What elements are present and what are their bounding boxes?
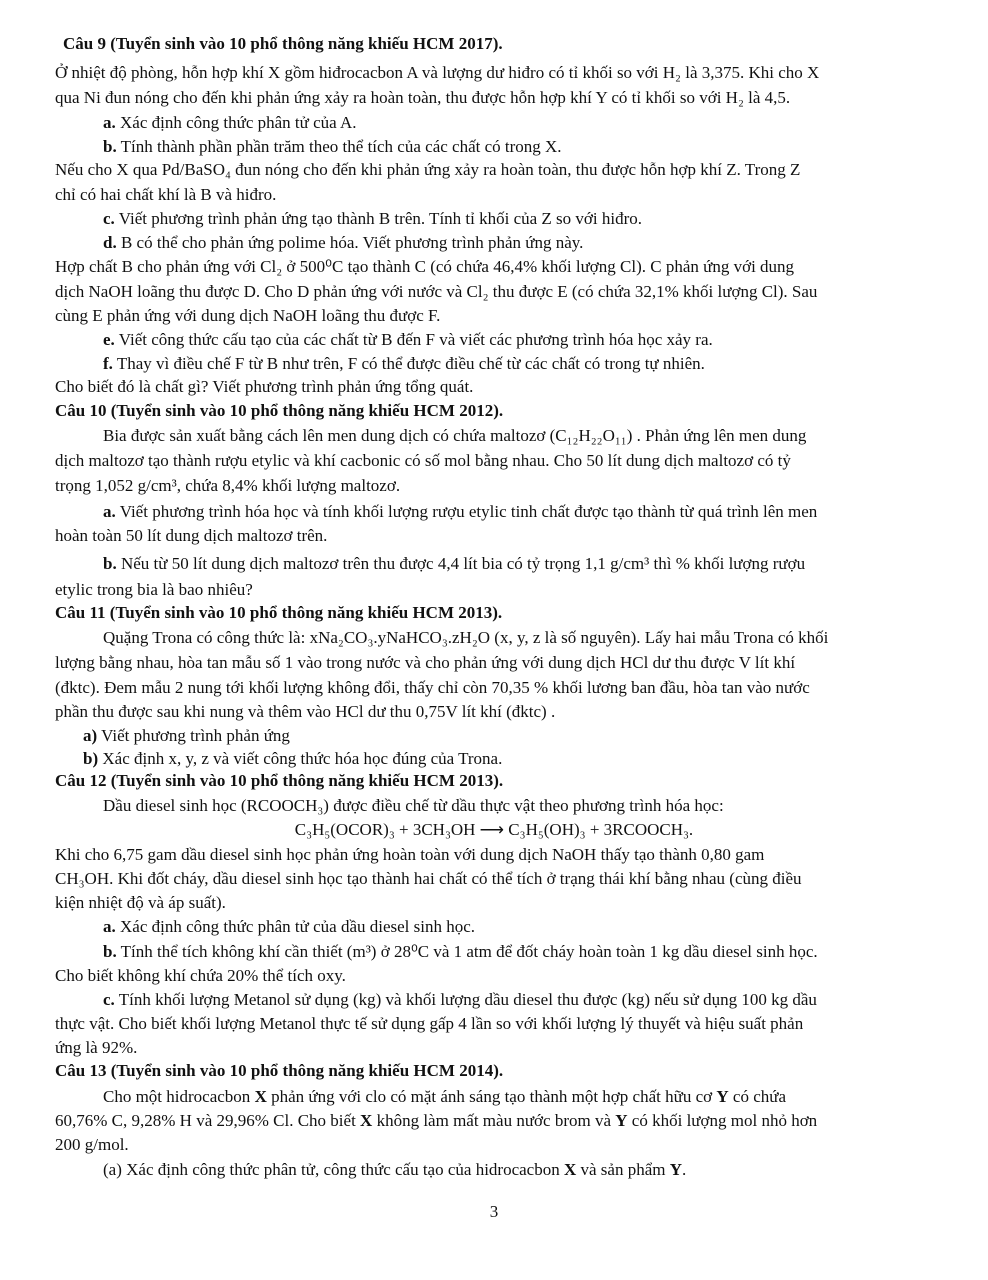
question-12-title: Câu 12 (Tuyển sinh vào 10 phổ thông năng khiếu HCM 2013). xyxy=(55,771,504,790)
item-label: c. xyxy=(103,990,115,1009)
paragraph-line: 200 g/mol. xyxy=(55,1135,129,1154)
item-label: b. xyxy=(103,137,117,156)
variable-x: X xyxy=(360,1111,373,1130)
paragraph-line: phần thu được sau khi nung và thêm vào HCl dư thu 0,75V lít khí (đktc) . xyxy=(55,702,556,721)
text-run: . xyxy=(682,1160,687,1179)
variable-y: Y xyxy=(716,1087,729,1106)
text-run: không làm mất màu nước brom và xyxy=(372,1111,616,1130)
item-label: e. xyxy=(103,330,115,349)
paragraph-line: dịch NaOH loãng thu được D. Cho D phản ứng với nước và Cl₂ thu được E (có chứa 32,1% khối lượng Cl). Sau xyxy=(55,282,818,301)
paragraph-line xyxy=(55,1109,940,1133)
subquestion-c xyxy=(103,207,988,231)
question-13-title: Câu 13 (Tuyển sinh vào 10 phổ thông năng khiếu HCM 2014). xyxy=(55,1061,504,1080)
item-label: c. xyxy=(103,209,115,228)
paragraph-line: Dầu diesel sinh học (RCOOCH₃) được điều chế từ dầu thực vật theo phương trình hóa học: xyxy=(103,796,724,815)
item-label: a. xyxy=(103,917,116,936)
paragraph-line xyxy=(103,1085,988,1109)
item-text: B có thể cho phản ứng polime hóa. Viết phương trình phản ứng này. xyxy=(116,233,584,252)
variable-y: Y xyxy=(669,1160,683,1179)
item-text: Xác định x, y, z và viết công thức hóa học đúng của Trona. xyxy=(98,749,503,768)
item-text: Thay vì điều chế F từ B như trên, F có thể được điều chế từ các chất có trong tự nhiên. xyxy=(112,354,705,373)
chemical-equation: C₃H₅(OCOR)₃ + 3CH₃OH ⟶ C₃H₅(OH)₃ + 3RCOOCH₃. xyxy=(294,820,694,839)
item-label: f. xyxy=(103,354,113,373)
text-run: phản ứng với clo có mặt ánh sáng tạo thành một hợp chất hữu cơ xyxy=(266,1087,717,1106)
text-run: và sản phẩm xyxy=(576,1160,670,1179)
paragraph-line: kiện nhiệt độ và áp suất). xyxy=(55,893,226,912)
paragraph-line: Cho biết không khí chứa 20% thể tích oxy. xyxy=(55,966,346,985)
paragraph-line: Ở nhiệt độ phòng, hỗn hợp khí X gồm hiđrocacbon A và lượng dư hiđro có tỉ khối so với H₂ là 3,375. Khi cho X xyxy=(55,63,820,82)
item-label: a) xyxy=(83,726,98,745)
paragraph-line: CH₃OH. Khi đốt cháy, dầu diesel sinh học tạo thành hai chất có thể tích ở trạng thái khí bằng nhau (cùng điều xyxy=(55,869,802,888)
item-label: a. xyxy=(103,113,116,132)
paragraph-line: (đktc). Đem mẫu 2 nung tới khối lượng không đổi, thấy chỉ còn 70,35 % khối lương ban đầu, hòa tan vào nước xyxy=(55,678,810,697)
paragraph-line: Quặng Trona có công thức là: xNa₂CO₃.yNaHCO₃.zH₂O (x, y, z là số nguyên). Lấy hai mẫu Trona có khối xyxy=(103,628,829,647)
paragraph-line: cùng E phản ứng với dung dịch NaOH loãng thu được F. xyxy=(55,306,441,325)
subquestion-a xyxy=(83,724,968,748)
variable-x: X xyxy=(563,1160,577,1179)
subquestion-b xyxy=(103,135,988,159)
item-text: Tính thể tích không khí cần thiết (m³) ở 28⁰C và 1 atm để đốt cháy hoàn toàn 1 kg dầu diesel sinh học. xyxy=(116,942,818,961)
paragraph-line: dịch maltozơ tạo thành rượu etylic và khí cacbonic có số mol bằng nhau. Cho 50 lít dung dịch maltozơ có tỷ xyxy=(55,451,791,470)
item-text: Viết phương trình phản ứng xyxy=(97,726,290,745)
item-text: Xác định công thức phân tử của dầu diesel sinh học. xyxy=(115,917,476,936)
paragraph-line: Hợp chất B cho phản ứng với Cl₂ ở 500⁰C tạo thành C (có chứa 46,4% khối lượng Cl). C phản ứng với dung xyxy=(55,257,795,276)
text-run: (a) Xác định công thức phân tử, công thức cấu tạo của hidrocacbon xyxy=(103,1160,564,1179)
paragraph-line: etylic trong bia là bao nhiêu? xyxy=(55,580,253,599)
subquestion-e xyxy=(103,328,988,352)
text-run: 60,76% C, 9,28% H và 29,96% Cl. Cho biết xyxy=(55,1111,361,1130)
paragraph-line: lượng bằng nhau, hòa tan mẫu số 1 vào trong nước và cho phản ứng với dung dịch HCl dư thu được V lít khí xyxy=(55,653,796,672)
question-11-title: Câu 11 (Tuyển sinh vào 10 phổ thông năng khiếu HCM 2013). xyxy=(55,603,503,622)
item-label: b. xyxy=(103,942,117,961)
variable-y: Y xyxy=(615,1111,628,1130)
question-10-title: Câu 10 (Tuyển sinh vào 10 phổ thông năng khiếu HCM 2012). xyxy=(55,401,504,420)
item-label: a. xyxy=(103,502,116,521)
text-run: Cho một hidrocacbon xyxy=(103,1087,255,1106)
paragraph-line: ứng là 92%. xyxy=(55,1038,138,1057)
variable-x: X xyxy=(254,1087,267,1106)
paragraph-line: hoàn toàn 50 lít dung dịch maltozơ trên. xyxy=(55,526,328,545)
paragraph-line: chỉ có hai chất khí là B và hiđro. xyxy=(55,185,277,204)
item-text: Nếu từ 50 lít dung dịch maltozơ trên thu được 4,4 lít bia có tỷ trọng 1,1 g/cm³ thì % khối lượng rượu xyxy=(116,554,806,573)
subquestion-a xyxy=(103,500,988,524)
paragraph-line: Bia được sản xuất bằng cách lên men dung dịch có chứa maltozơ (C₁₂H₂₂O₁₁) . Phản ứng lên men dung xyxy=(103,426,807,445)
subquestion-d xyxy=(103,231,988,255)
item-label: b. xyxy=(103,554,117,573)
paragraph-line: thực vật. Cho biết khối lượng Metanol thực tế sử dụng gấp 4 lần so với khối lượng lý thuyết và hiệu suất phản xyxy=(55,1014,804,1033)
question-9-title: Câu 9 (Tuyển sinh vào 10 phổ thông năng khiếu HCM 2017). xyxy=(63,34,503,53)
text-run: có khối lượng mol nhỏ hơn xyxy=(627,1111,818,1130)
paragraph-line: Nếu cho X qua Pd/BaSO₄ đun nóng cho đến khi phản ứng xảy ra hoàn toàn, thu được hỗn hợp khí Z. Trong Z xyxy=(55,160,801,179)
paragraph-line: Cho biết đó là chất gì? Viết phương trình phản ứng tổng quát. xyxy=(55,377,474,396)
text-run: có chứa xyxy=(728,1087,787,1106)
paragraph-line: qua Ni đun nóng cho đến khi phản ứng xảy ra hoàn toàn, thu được hỗn hợp khí Y có tỉ khối so với H₂ là 4,5. xyxy=(55,88,791,107)
item-text: Viết công thức cấu tạo của các chất từ B đến F và viết các phương trình hóa học xảy ra. xyxy=(114,330,713,349)
subquestion-a xyxy=(103,915,988,939)
item-label: d. xyxy=(103,233,117,252)
item-text: Tính thành phần phần trăm theo thể tích của các chất có trong X. xyxy=(116,137,562,156)
item-text: Viết phương trình hóa học và tính khối lượng rượu etylic tinh chất được tạo thành từ quá trình lên men xyxy=(115,502,818,521)
page-number: 3 xyxy=(489,1202,499,1221)
subquestion-b xyxy=(103,940,988,964)
subquestion-b xyxy=(103,552,988,576)
item-label: b) xyxy=(83,749,99,768)
subquestion-f xyxy=(103,352,988,376)
item-text: Xác định công thức phân tử của A. xyxy=(115,113,357,132)
item-text: Tính khối lượng Metanol sử dụng (kg) và khối lượng dầu diesel thu được (kg) nếu sử dụng 100 kg dầu xyxy=(114,990,817,1009)
subquestion-c xyxy=(103,988,988,1012)
paragraph-line: Khi cho 6,75 gam dầu diesel sinh học phản ứng hoàn toàn với dung dịch NaOH thấy tạo thành 0,80 gam xyxy=(55,845,765,864)
subquestion-b xyxy=(83,747,968,771)
paragraph-line: trọng 1,052 g/cm³, chứa 8,4% khối lượng maltozơ. xyxy=(55,476,401,495)
item-text: Viết phương trình phản ứng tạo thành B trên. Tính tỉ khối của Z so với hiđro. xyxy=(114,209,643,228)
subquestion-a xyxy=(103,1158,988,1182)
subquestion-a xyxy=(103,111,988,135)
